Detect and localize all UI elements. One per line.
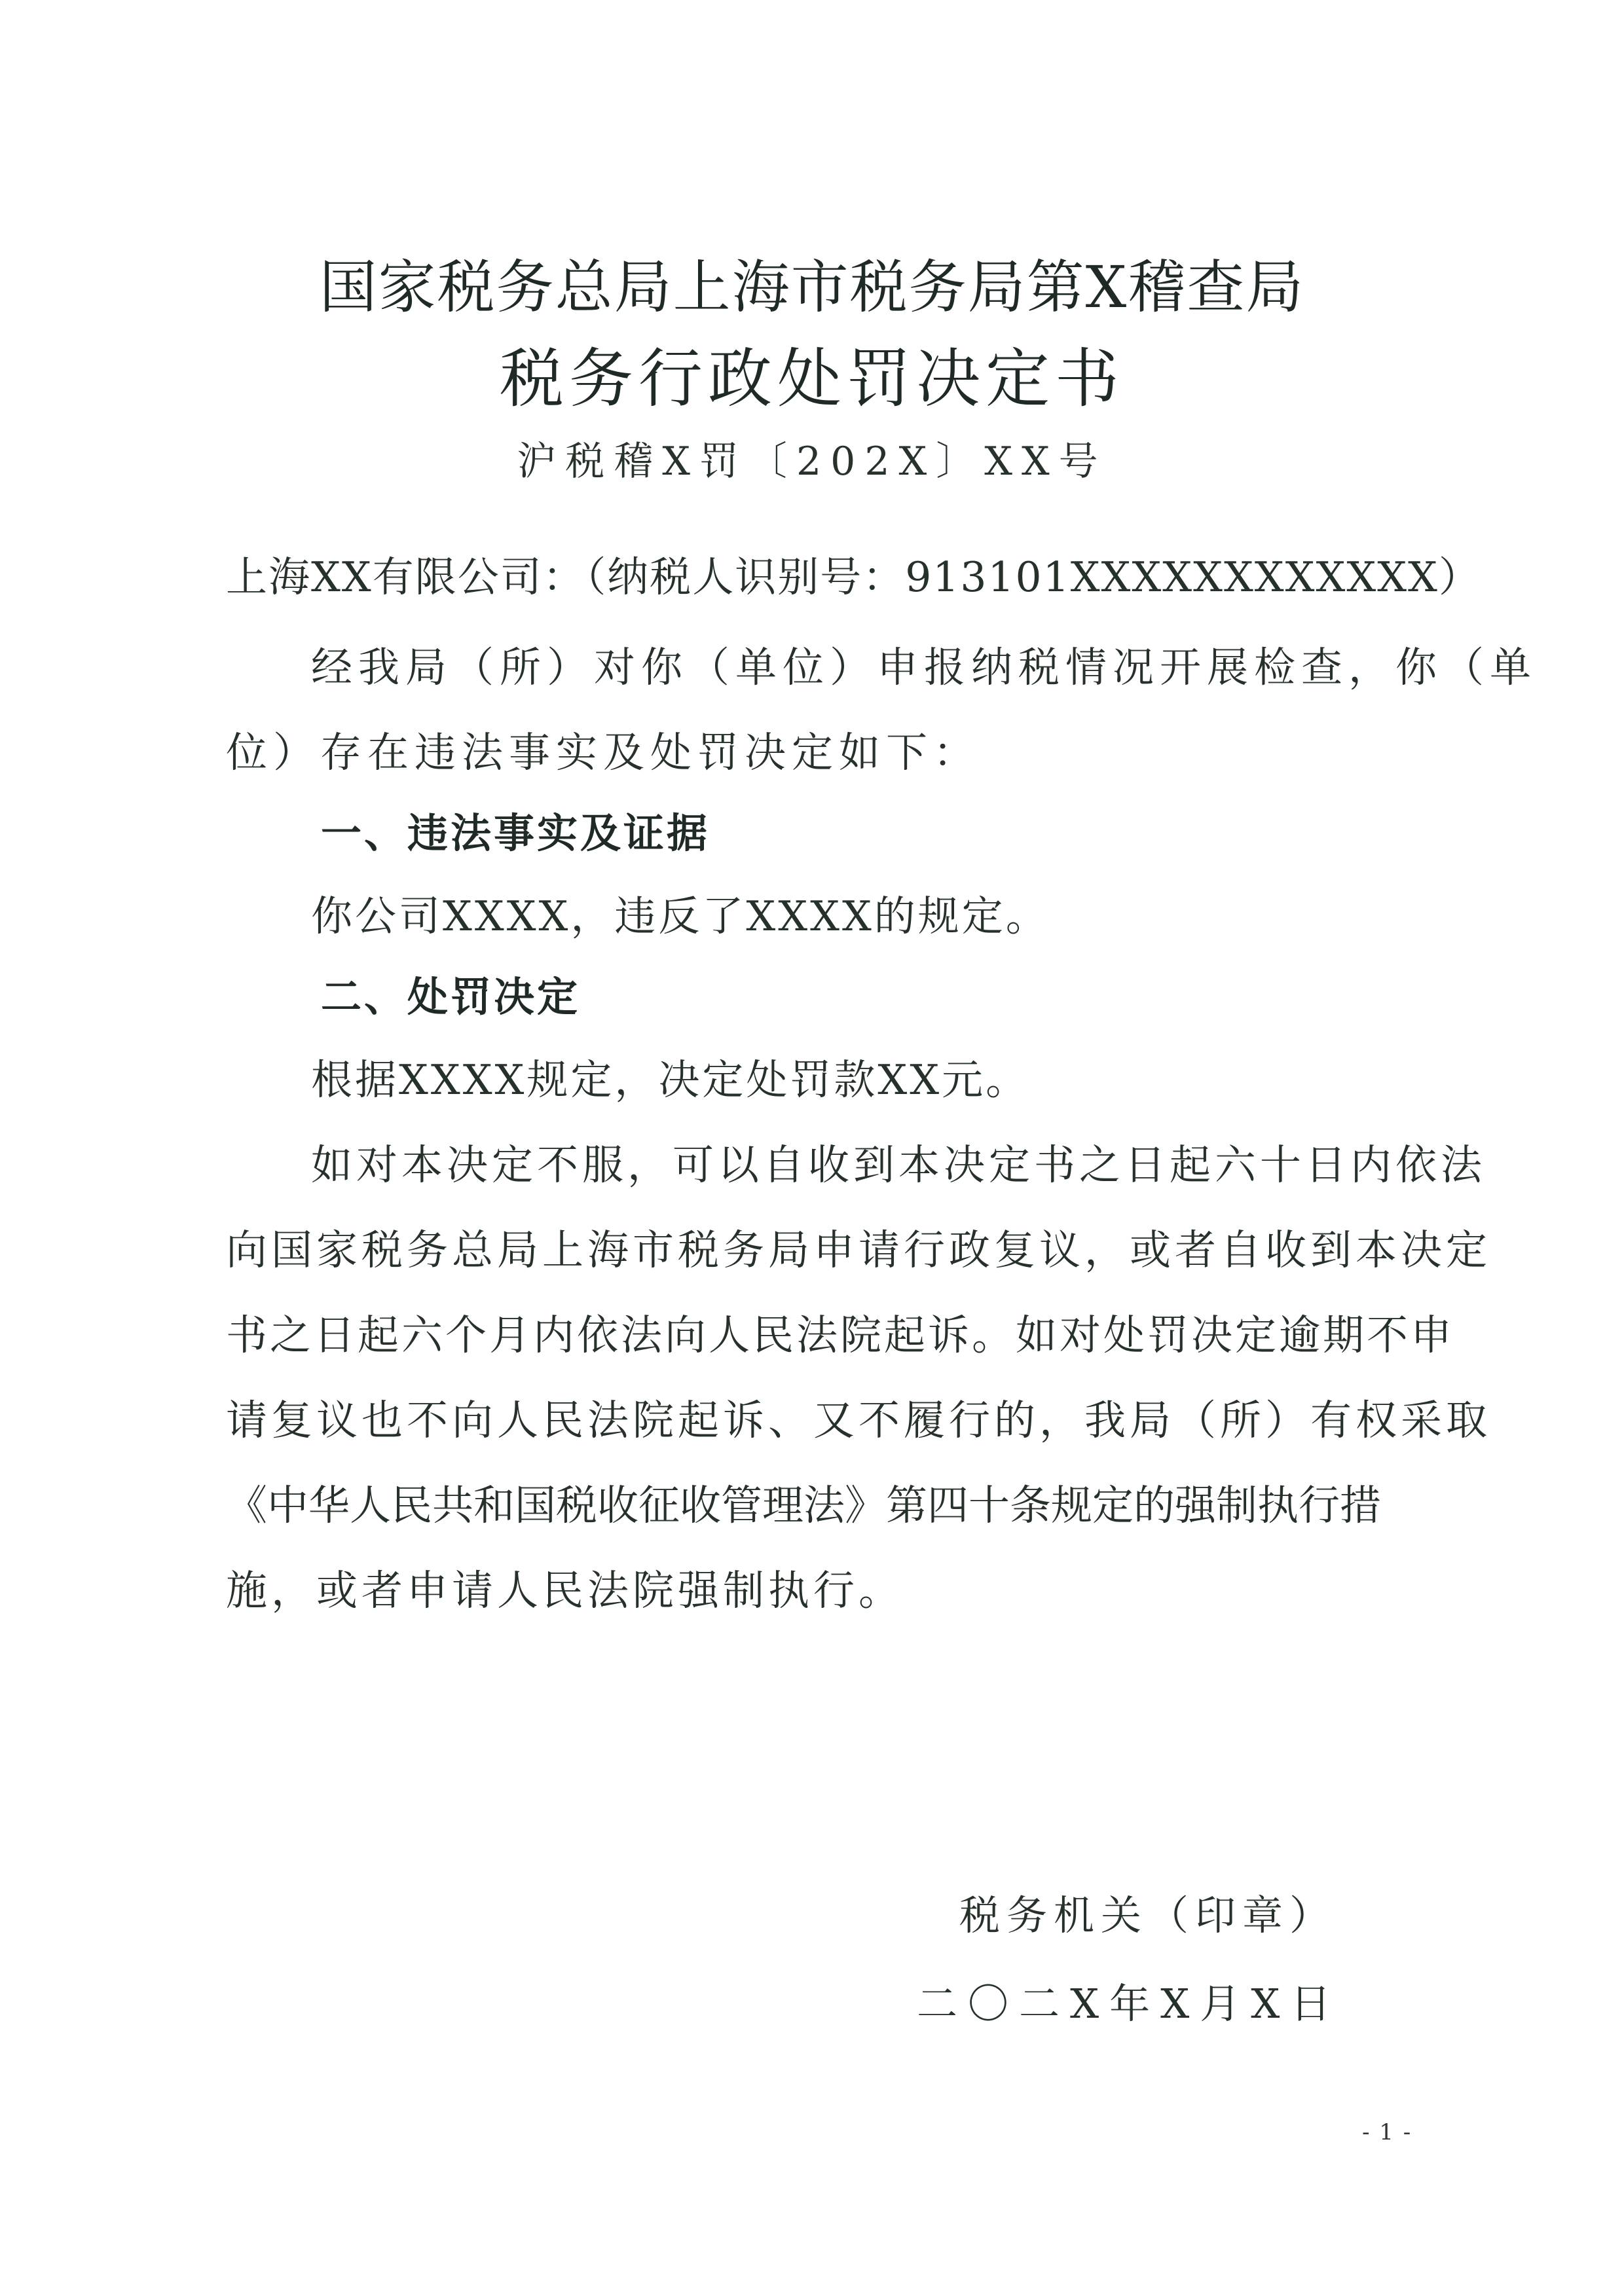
appeal-line-1: 如对本决定不服，可以自收到本决定书之日起六十日内依法	[311, 1141, 1486, 1189]
document-title: 税务行政处罚决定书	[499, 342, 1124, 416]
section-heading-decision: 二、处罚决定	[321, 973, 581, 1021]
appeal-line-2: 向国家税务总局上海市税务局申请行政复议，或者自收到本决定	[226, 1226, 1491, 1274]
issue-date: 二〇二X年X月X日	[917, 1980, 1342, 2028]
section-text-decision: 根据XXXX规定，决定处罚款XX元。	[311, 1056, 1030, 1104]
intro-line-2: 位）存在违法事实及处罚决定如下：	[226, 729, 980, 776]
document-title-authority: 国家税务总局上海市税务局第X稽查局	[319, 253, 1305, 321]
appeal-line-5: 《中华人民共和国税收征收管理法》第四十条规定的强制执行措	[226, 1482, 1381, 1529]
section-heading-facts: 一、违法事实及证据	[321, 809, 710, 857]
appeal-line-4: 请复议也不向人民法院起诉、又不履行的，我局（所）有权采取	[226, 1396, 1491, 1444]
addressee: 上海XX有限公司：（纳税人识别号：913101XXXXXXXXXXXX）	[226, 553, 1481, 601]
appeal-line-3: 书之日起六个月内依法向人民法院起诉。如对处罚决定逾期不申	[226, 1311, 1454, 1359]
intro-line-1: 经我局（所）对你（单位）申报纳税情况开展检查，你（单	[311, 644, 1537, 691]
section-text-facts: 你公司XXXX，违反了XXXX的规定。	[311, 892, 1050, 940]
issuing-authority-seal: 税务机关（印章）	[959, 1891, 1337, 1939]
page-number: - 1 -	[1362, 2119, 1412, 2145]
appeal-line-6: 施，或者申请人民法院强制执行。	[226, 1567, 904, 1614]
document-number: 沪税稽X罚〔202X〕XX号	[517, 439, 1107, 484]
